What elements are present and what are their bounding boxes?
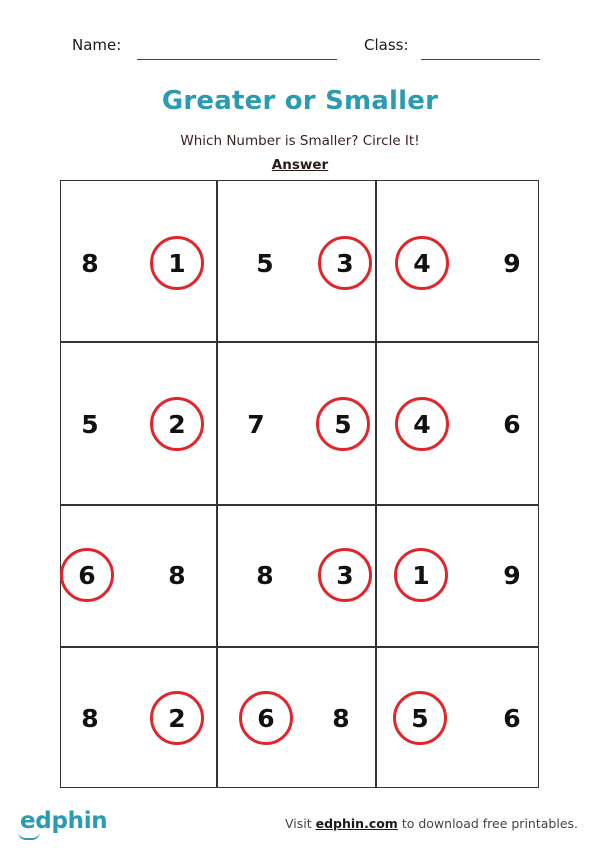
number: 8 bbox=[332, 703, 350, 733]
number-grid bbox=[60, 180, 539, 788]
number: 9 bbox=[503, 248, 521, 278]
number: 6 bbox=[503, 703, 521, 733]
circled-number: 3 bbox=[318, 548, 372, 602]
name-line bbox=[137, 59, 337, 60]
footer-text-before: Visit bbox=[285, 816, 316, 831]
answer-label: Answer bbox=[271, 157, 329, 173]
number: 8 bbox=[168, 560, 186, 590]
number: 5 bbox=[81, 409, 99, 439]
number: 8 bbox=[256, 560, 274, 590]
footer-text-after: to download free printables. bbox=[397, 816, 578, 831]
grid-divider bbox=[61, 646, 538, 648]
circled-number: 5 bbox=[393, 691, 447, 745]
circled-number: 5 bbox=[316, 397, 370, 451]
grid-divider bbox=[61, 341, 538, 343]
number: 6 bbox=[503, 409, 521, 439]
circled-number: 1 bbox=[394, 548, 448, 602]
edphin-logo: edphin bbox=[20, 808, 108, 834]
circled-number: 6 bbox=[239, 691, 293, 745]
grid-divider bbox=[375, 181, 377, 787]
class-line bbox=[421, 59, 540, 60]
instructions: Which Number is Smaller? Circle It! bbox=[180, 133, 420, 149]
number: 8 bbox=[81, 703, 99, 733]
logo-swoosh-icon bbox=[18, 832, 40, 840]
grid-divider bbox=[61, 504, 538, 506]
circled-number: 6 bbox=[60, 548, 114, 602]
number: 8 bbox=[81, 248, 99, 278]
circled-number: 4 bbox=[395, 236, 449, 290]
grid-divider bbox=[216, 181, 218, 787]
circled-number: 3 bbox=[318, 236, 372, 290]
footer-text bbox=[285, 816, 578, 831]
number: 7 bbox=[247, 409, 265, 439]
page-title: Greater or Smaller bbox=[161, 86, 439, 116]
circled-number: 1 bbox=[150, 236, 204, 290]
footer-link[interactable]: edphin.com bbox=[315, 816, 398, 831]
circled-number: 4 bbox=[395, 397, 449, 451]
number: 5 bbox=[256, 248, 274, 278]
circled-number: 2 bbox=[150, 691, 204, 745]
name-label: Name: bbox=[72, 36, 122, 54]
class-label: Class: bbox=[364, 36, 409, 54]
circled-number: 2 bbox=[150, 397, 204, 451]
number: 9 bbox=[503, 560, 521, 590]
